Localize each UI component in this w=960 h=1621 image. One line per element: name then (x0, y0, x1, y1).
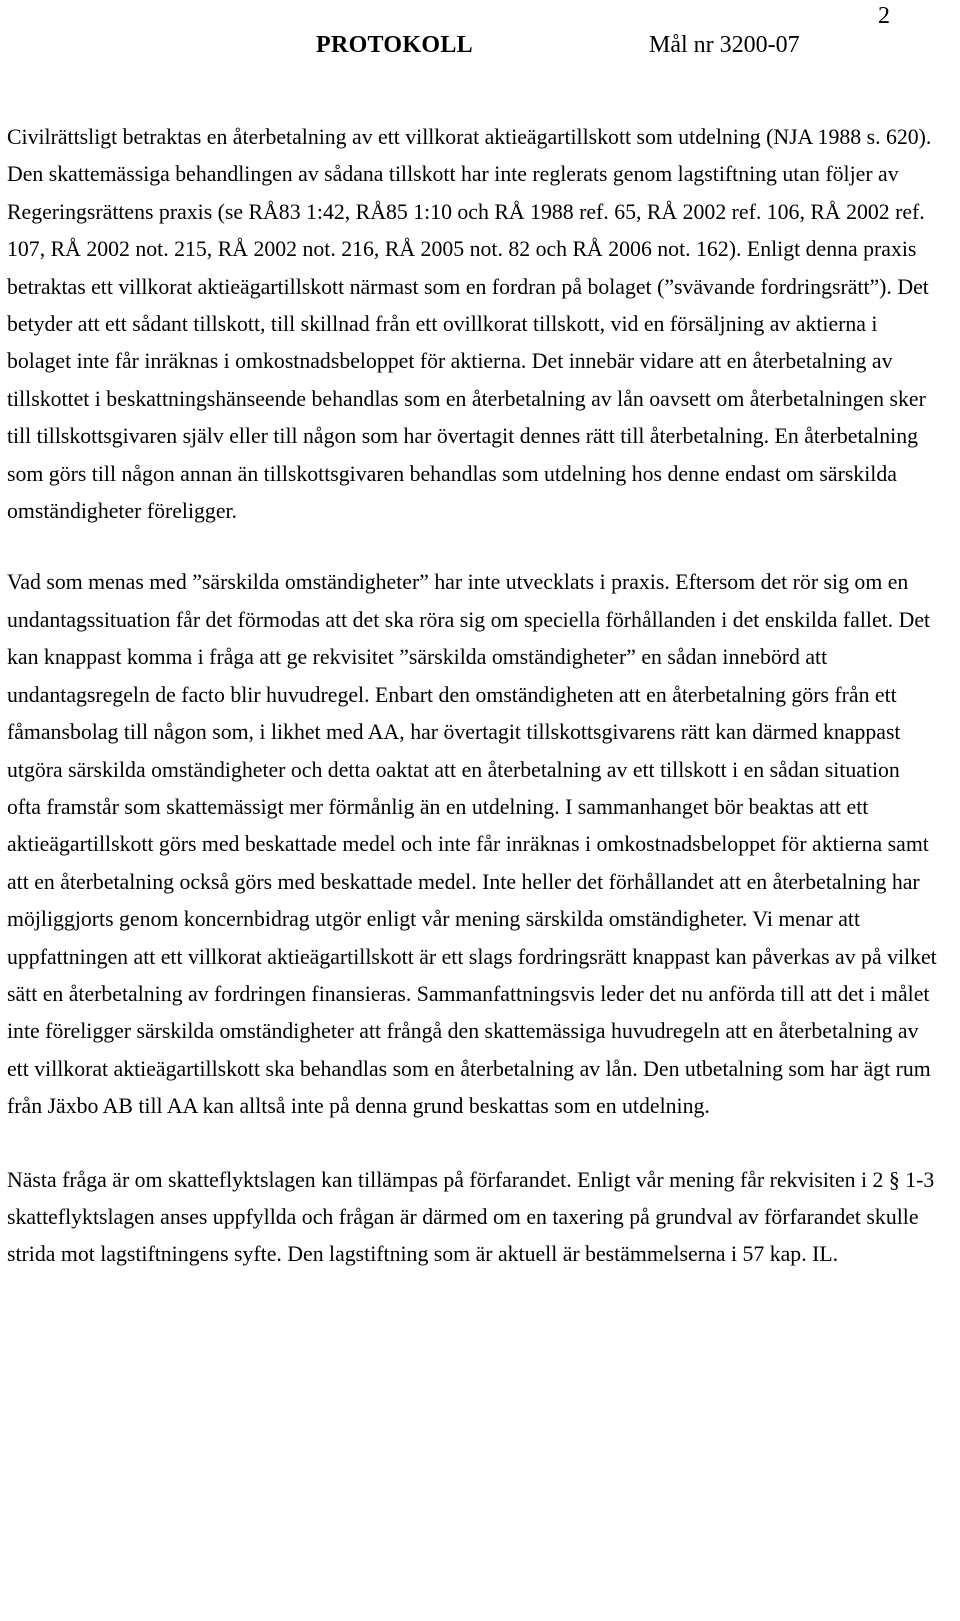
paragraph-2: Vad som menas med ”särskilda omständigheter” har inte utvecklats i praxis. Eftersom det rör sig om en undantagssituation får det förmodas att det ska röra sig om speciella förhållanden i det enskilda fallet. Det kan knappast komma i fråga att ge rekvisitet ”särskilda omständigheter” en sådan innebörd att undantagsregeln de facto blir huvudregel. Enbart den omständigheten att en återbetalning görs från ett fåmansbolag till någon som, i likhet med AA, har övertagit tillskottsgivarens rätt kan därmed knappast utgöra särskilda omständigheter och detta oaktat att en återbetalning av ett tillskott i en sådan situation ofta framstår som skattemässigt mer förmånlig än en utdelning. I sammanhanget bör beaktas att ett aktieägartillskott görs med beskattade medel och inte får inräknas i omkostnadsbeloppet för aktierna samt att en återbetalning också görs med beskattade medel. Inte heller det förhållandet att en återbetalning har möjliggjorts genom koncernbidrag utgör enligt vår mening särskilda omständigheter. Vi menar att uppfattningen att ett villkorat aktieägartillskott är ett slags fordringsrätt knappast kan påverkas av på vilket sätt en återbetalning av fordringen finansieras. Sammanfattningsvis leder det nu anförda till att det i målet inte föreligger särskilda omständigheter att frångå den skattemässiga huvudregeln att en återbetalning av ett villkorat aktieägartillskott ska behandlas som en återbetalning av lån. Den utbetalning som har ägt rum från Jäxbo AB till AA kan alltså inte på denna grund beskattas som en utdelning. (7, 570, 937, 1119)
document-header (0, 28, 960, 62)
paragraph-3: Nästa fråga är om skatteflyktslagen kan tillämpas på förfarandet. Enligt vår mening får rekvisiten i 2 § 1-3 skatteflyktslagen anses uppfyllda och frågan är därmed om en taxering på grundval av förfarandet skulle strida mot lagstiftningens syfte. Den lagstiftning som är aktuell är bestämmelserna i 57 kap. IL. (7, 1167, 935, 1267)
document-body (7, 119, 937, 1274)
paragraph-1: Civilrättsligt betraktas en återbetalning av ett villkorat aktieägartillskott som utdelning (NJA 1988 s. 620). Den skattemässiga behandlingen av sådana tillskott har inte reglerats genom lagstiftning utan följer av Regeringsrättens praxis (se RÅ83 1:42, RÅ85 1:10 och RÅ 1988 ref. 65, RÅ 2002 ref. 106, RÅ 2002 ref. 107, RÅ 2002 not. 215, RÅ 2002 not. 216, RÅ 2005 not. 82 och RÅ 2006 not. 162). Enligt denna praxis betraktas ett villkorat aktieägartillskott närmast som en fordran på bolaget (”svävande fordringsrätt”). Det betyder att ett sådant tillskott, till skillnad från ett ovillkorat tillskott, vid en försäljning av aktierna i bolaget inte får inräknas i omkostnadsbeloppet för aktierna. Det innebär vidare att en återbetalning av tillskottet i beskattningshänseende behandlas som en återbetalning av lån oavsett om återbetalningen sker till tillskottsgivaren själv eller till någon som har övertagit dennes rätt till återbetalning. En återbetalning som görs till någon annan än tillskottsgivaren behandlas som utdelning hos denne endast om särskilda omständigheter föreligger. (7, 125, 932, 524)
document-title: PROTOKOLL (316, 32, 473, 58)
page-number: 2 (878, 3, 890, 29)
case-number: Mål nr 3200-07 (649, 32, 800, 58)
